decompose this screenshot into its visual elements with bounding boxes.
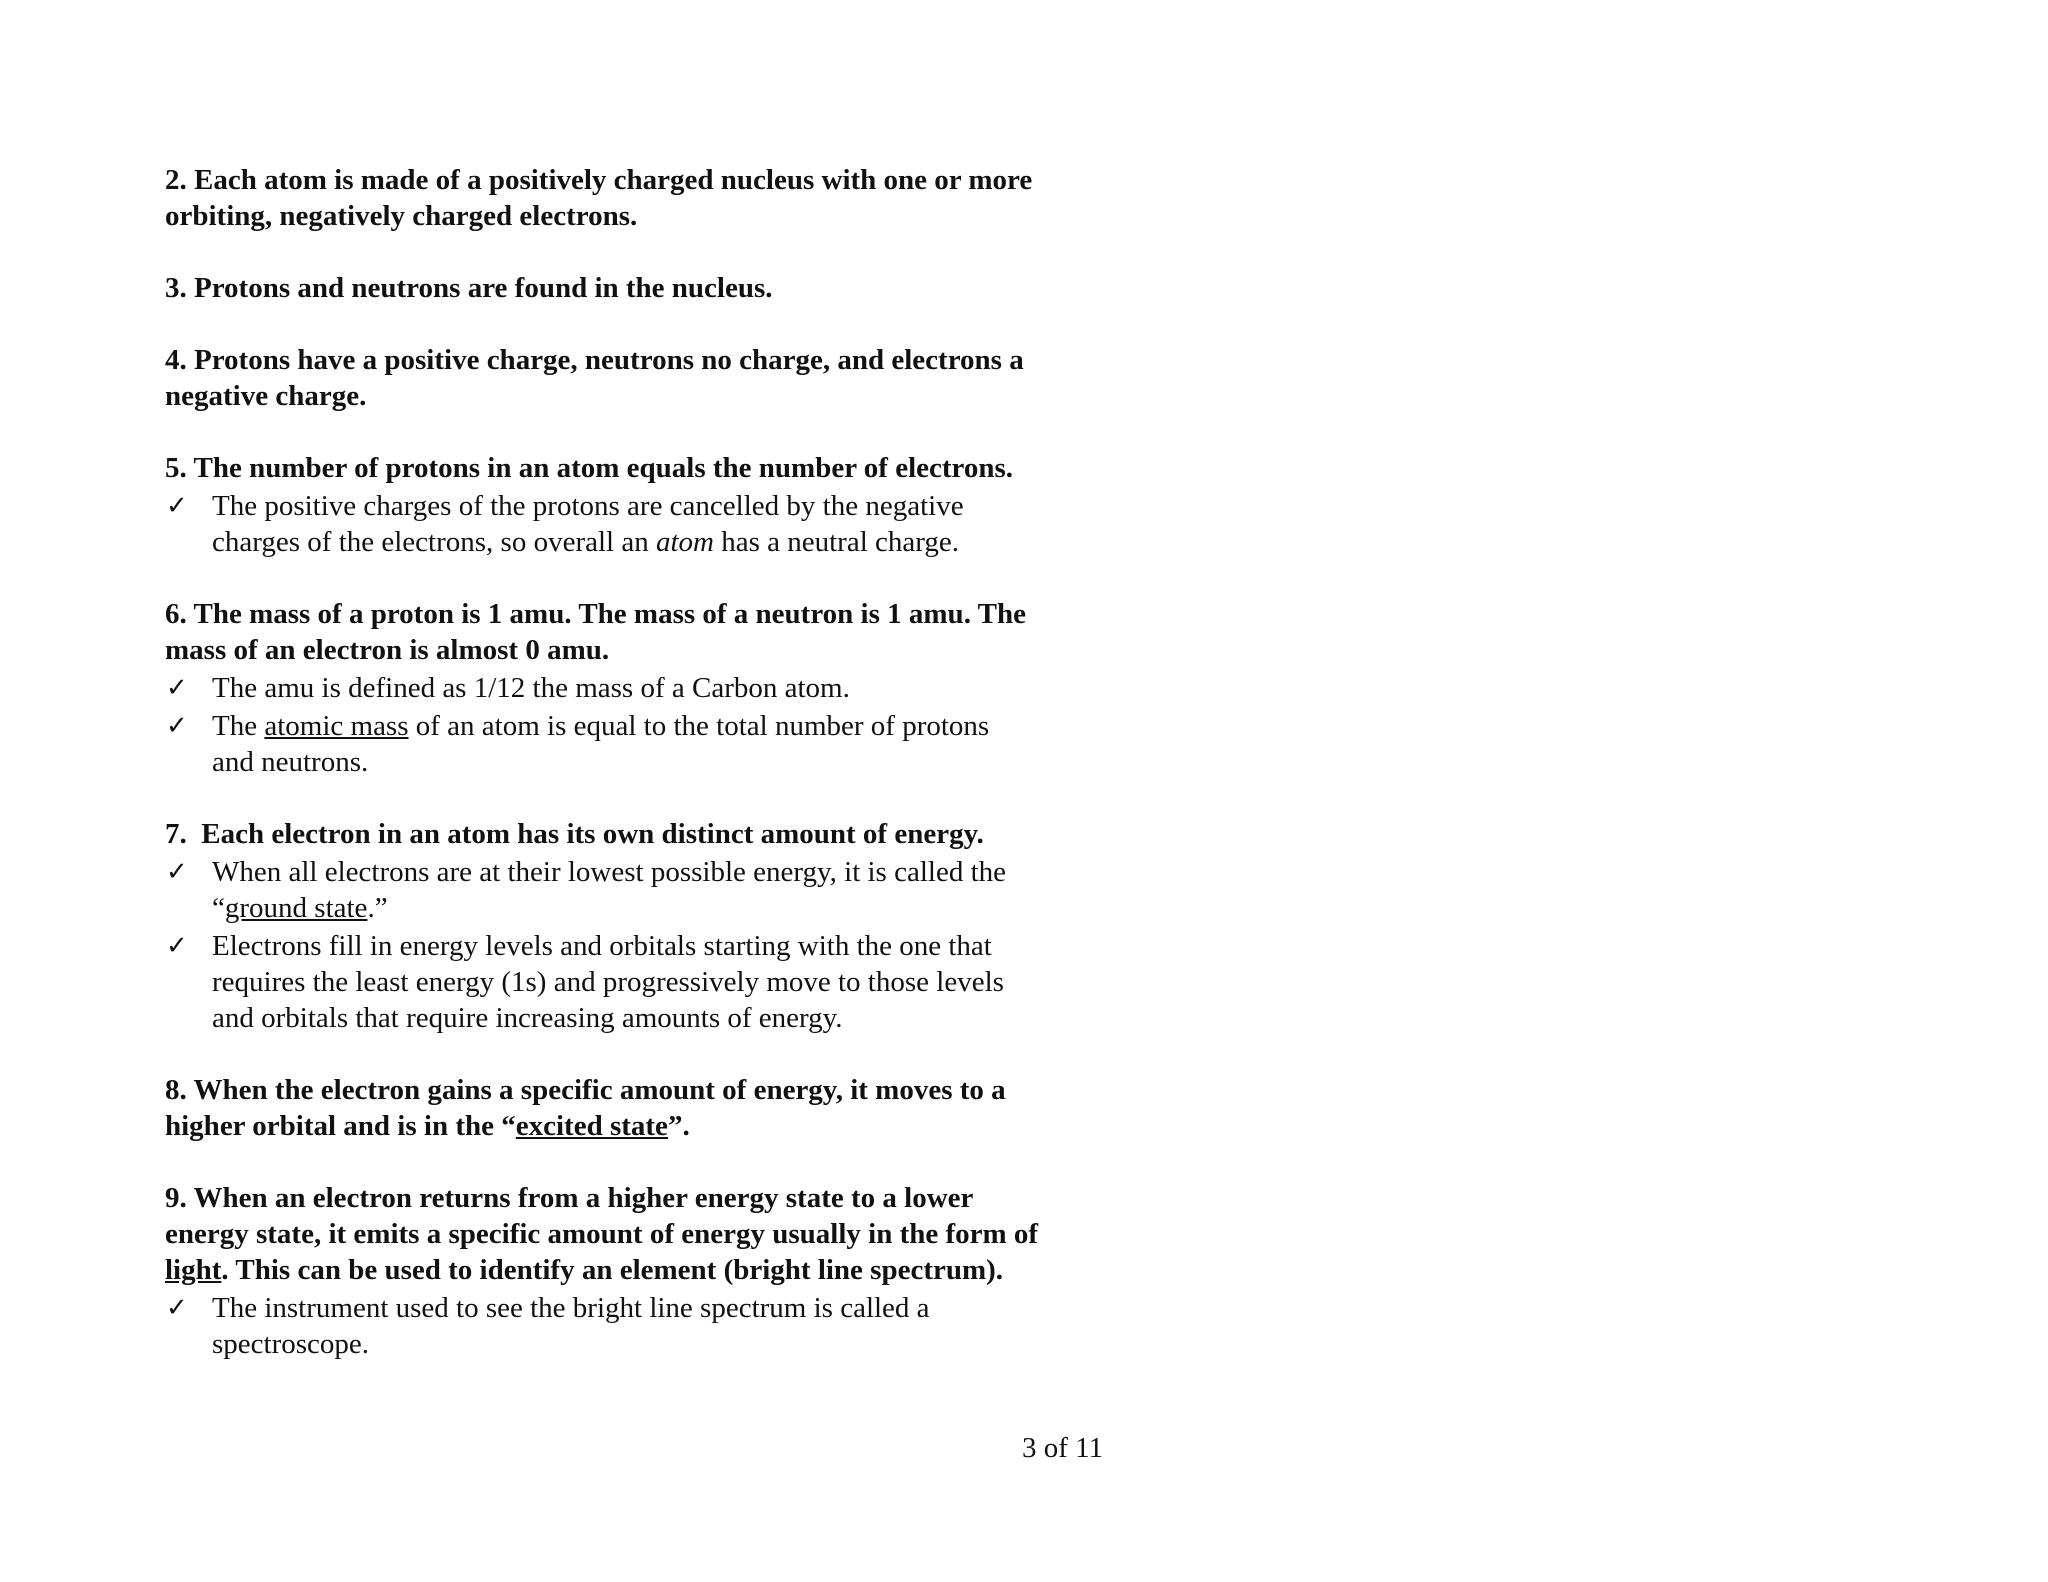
item-9-heading: 9. When an electron returns from a higher energy state to a lower energy state, it emits a specific amount of energy usually in the form of light. This can be used to identify an element (bright line spectrum). bbox=[165, 1182, 1039, 1286]
item-2 bbox=[165, 162, 1125, 234]
item-2-heading: 2. Each atom is made of a positively charged nucleus with one or more orbiting, negatively charged electrons. bbox=[165, 164, 1033, 232]
item-6-bullets bbox=[165, 670, 1125, 780]
item-3-heading: 3. Protons and neutrons are found in the nucleus. bbox=[165, 272, 773, 304]
item-4-heading: 4. Protons have a positive charge, neutrons no charge, and electrons a negative charge. bbox=[165, 344, 1024, 412]
item-8 bbox=[165, 1072, 1125, 1144]
checkmark-icon: ✓ bbox=[166, 491, 188, 521]
item-7-bullets bbox=[165, 854, 1125, 1036]
document-page bbox=[165, 162, 1125, 1398]
list-item: ✓ The instrument used to see the bright line spectrum is called a spectroscope. bbox=[166, 1292, 930, 1360]
term-excited-state: excited state bbox=[515, 1110, 668, 1142]
item-8-heading: 8. When the electron gains a specific amount of energy, it moves to a higher orbital and is in the “excited state”. bbox=[165, 1074, 1006, 1142]
list-item: ✓ The amu is defined as 1/12 the mass of a Carbon atom. bbox=[166, 672, 850, 704]
item-5-bullets bbox=[165, 488, 1125, 560]
item-6 bbox=[165, 596, 1125, 780]
item-3 bbox=[165, 270, 1125, 306]
item-7 bbox=[165, 816, 1125, 1036]
item-9 bbox=[165, 1180, 1125, 1362]
term-light: light bbox=[165, 1254, 222, 1286]
term-ground-state: ground state bbox=[224, 892, 368, 924]
list-item: ✓ When all electrons are at their lowest possible energy, it is called the “ground state.” bbox=[166, 856, 1007, 924]
page-number: 3 of 11 bbox=[1022, 1432, 1104, 1464]
item-5 bbox=[165, 450, 1125, 560]
checkmark-icon: ✓ bbox=[166, 1293, 188, 1323]
list-item: ✓ The atomic mass of an atom is equal to the total number of protons and neutrons. bbox=[166, 710, 990, 778]
item-9-bullets bbox=[165, 1290, 1125, 1362]
checkmark-icon: ✓ bbox=[166, 711, 188, 741]
item-4 bbox=[165, 342, 1125, 414]
list-item: ✓ The positive charges of the protons are cancelled by the negative charges of the electrons, so overall an atom has a neutral charge. bbox=[166, 490, 964, 558]
list-item: ✓ Electrons fill in energy levels and orbitals starting with the one that requires the least energy (1s) and progressively move to those levels and orbitals that require increasing amounts of energy. bbox=[166, 930, 1004, 1034]
checkmark-icon: ✓ bbox=[166, 857, 188, 887]
term-atomic-mass: atomic mass bbox=[264, 710, 409, 742]
checkmark-icon: ✓ bbox=[166, 673, 188, 703]
item-6-heading: 6. The mass of a proton is 1 amu. The mass of a neutron is 1 amu. The mass of an electron is almost 0 amu. bbox=[165, 598, 1027, 666]
checkmark-icon: ✓ bbox=[166, 931, 188, 961]
item-7-heading: 7. Each electron in an atom has its own distinct amount of energy. bbox=[165, 818, 984, 850]
item-5-heading: 5. The number of protons in an atom equals the number of electrons. bbox=[165, 452, 1014, 484]
